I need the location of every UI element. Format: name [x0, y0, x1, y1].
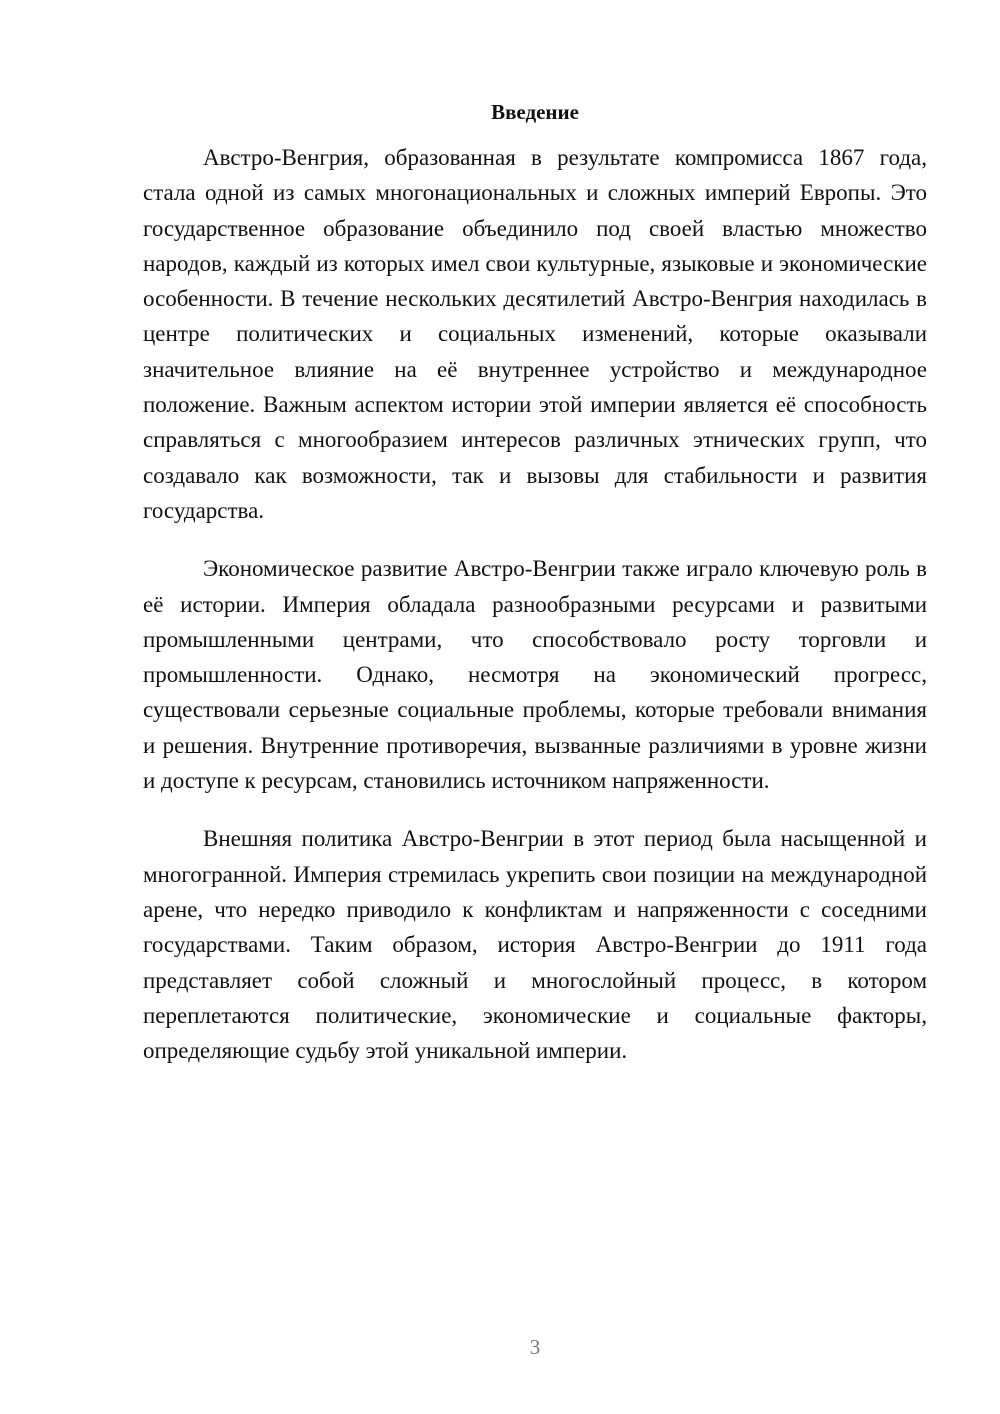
section-heading: Введение	[491, 100, 579, 124]
paragraph-2: Экономическое развитие Австро-Венгрии также играло ключевую роль в её истории. Империя обладала разнообразными ресурсами и развитыми промышленными центрами, что способствовало росту торговли и промышленности. Однако, несмотря на экономический прогресс, существовали серьезные социальные проблемы, которые требовали внимания и решения. Внутренние противоречия, вызванные различиями в уровне жизни и доступе к ресурсам, становились источником напряженности.	[143, 556, 927, 794]
paragraph-3: Внешняя политика Австро-Венгрии в этот период была насыщенной и многогранной. Империя стремилась укрепить свои позиции на международной арене, что нередко приводило к конфликтам и напряженности с соседними государствами. Таким образом, история Австро-Венгрии до 1911 года представляет собой сложный и многослойный процесс, в котором переплетаются политические, экономические и социальные факторы, определяющие судьбу этой уникальной империи.	[143, 826, 927, 1064]
page-number: 3	[529, 1335, 541, 1359]
paragraph-1: Австро-Венгрия, образованная в результате компромисса 1867 года, стала одной из самых многонациональных и сложных империй Европы. Это государственное образование объединило под своей властью множество народов, каждый из которых имел свои культурные, языковые и экономические особенности. В течение нескольких десятилетий Австро-Венгрия находилась в центре политических и социальных изменений, которые оказывали значительное влияние на её внутреннее устройство и международное положение. Важным аспектом истории этой империи является её способность справляться с многообразием интересов различных этнических групп, что создавало как возможности, так и вызовы для стабильности и развития государства.	[143, 145, 927, 523]
body-text	[143, 140, 927, 1091]
